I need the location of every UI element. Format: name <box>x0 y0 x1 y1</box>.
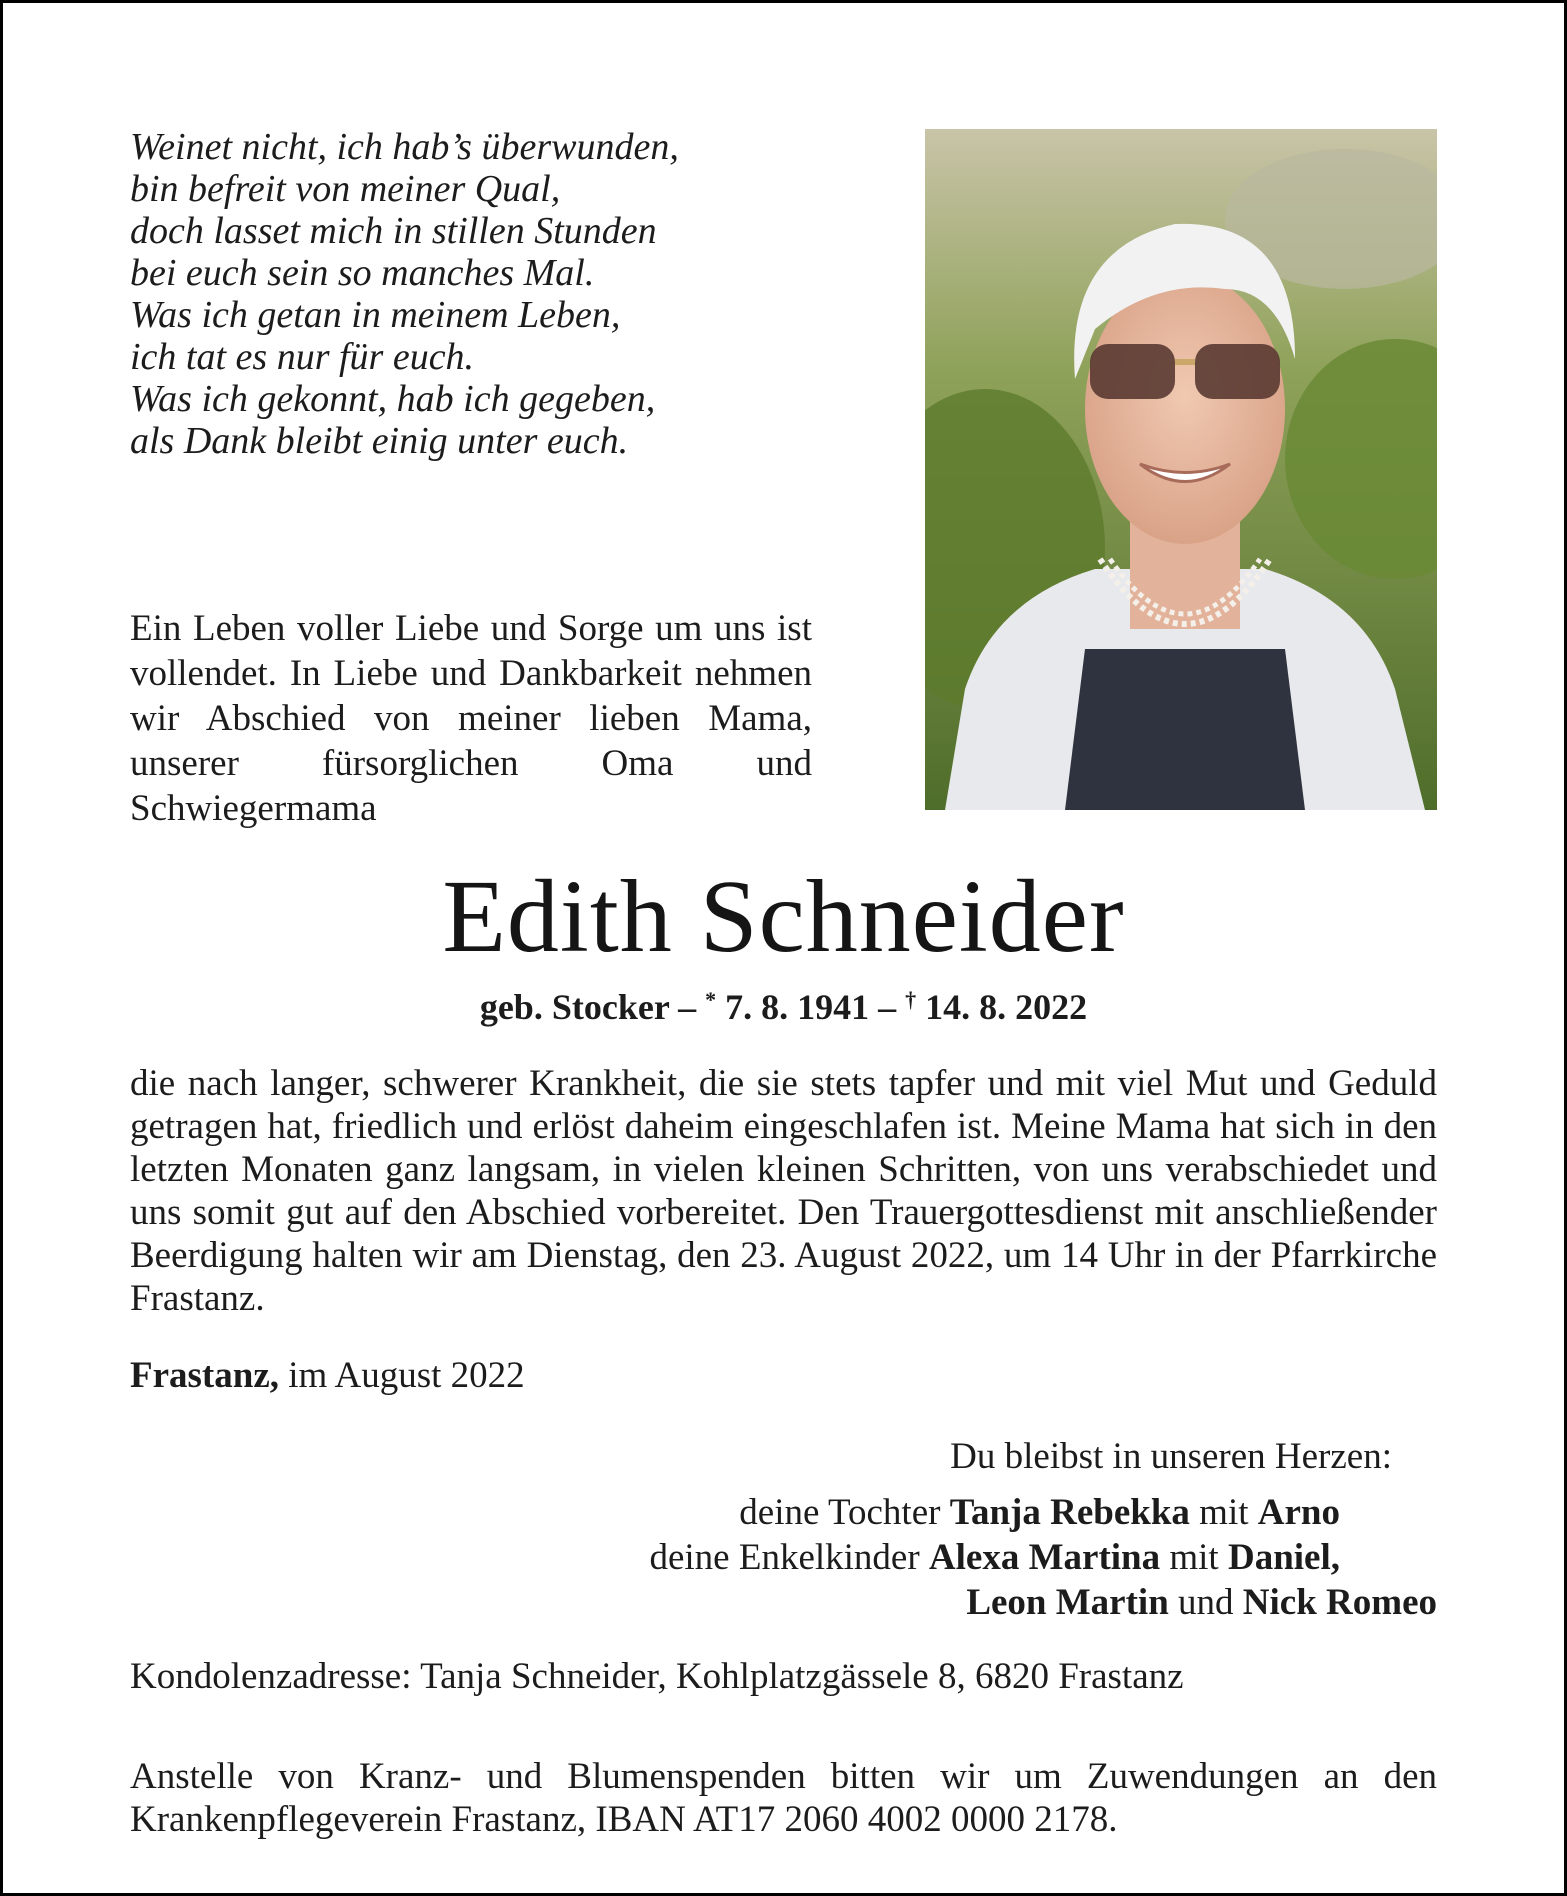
family-row-grandchildren <box>0 1535 1437 1580</box>
condolence-address: Kondolenzadresse: Tanja Schneider, Kohlplatzgässele 8, 6820 Frastanz <box>130 1656 1184 1697</box>
body-paragraph: die nach langer, schwerer Krankheit, die sie stets tapfer und mit viel Mut und Geduld getragen hat, friedlich und erlöst daheim eingeschlafen ist. Meine Mama hat sich in den letzten Monaten ganz langsam, in vielen kleinen Schritten, von uns verabschiedet und uns somit gut auf den Abschied vorbereitet. Den Trauergottesdienst mit anschließender Beerdigung halten wir am Dienstag, den 23. August 2022, um 14 Uhr in der Pfarrkirche Frastanz. <box>130 1063 1437 1319</box>
family-member: Daniel, <box>1227 1537 1340 1578</box>
birth-date: 7. 8. 1941 <box>716 987 870 1027</box>
poem-line: doch lasset mich in stillen Stunden <box>130 210 657 252</box>
family-row-grandchildren-2 <box>0 1580 1437 1625</box>
place-town: Frastanz, <box>130 1355 279 1396</box>
died-mark: † <box>905 987 917 1012</box>
family-list <box>0 1490 1437 1625</box>
donation-note: Anstelle von Kranz- und Blumenspenden bitten wir um Zuwendungen an den Krankenpflegeverein Frastanz, IBAN AT17 2060 4002 0000 2178. <box>130 1756 1437 1840</box>
family-member: Nick Romeo <box>1242 1582 1437 1623</box>
family-member: Alexa Martina <box>928 1537 1161 1578</box>
poem-line: Weinet nicht, ich hab’s überwunden, <box>130 126 679 168</box>
poem-line: bei euch sein so manches Mal. <box>130 252 595 294</box>
remembrance-line: Du bleibst in unseren Herzen: <box>950 1436 1392 1477</box>
family-label: deine Tochter <box>739 1492 950 1533</box>
life-dates <box>0 980 1567 1027</box>
birth-name: geb. Stocker <box>479 987 670 1027</box>
poem-line: Was ich getan in meinem Leben, <box>130 294 621 336</box>
family-connector: mit <box>1189 1492 1258 1533</box>
deceased-name: Edith Schneider <box>442 859 1125 974</box>
born-mark: * <box>705 987 717 1012</box>
family-row-daughter <box>0 1490 1437 1535</box>
death-date: 14. 8. 2022 <box>916 987 1088 1027</box>
family-connector: mit <box>1160 1537 1228 1578</box>
place-date <box>130 1354 525 1397</box>
poem-line: bin befreit von meiner Qual, <box>130 168 561 210</box>
family-member: Tanja Rebekka <box>949 1492 1190 1533</box>
poem-line: Was ich gekonnt, hab ich gegeben, <box>130 378 656 420</box>
family-member: Leon Martin <box>966 1582 1169 1623</box>
poem <box>130 126 770 462</box>
family-label: deine Enkelkinder <box>649 1537 929 1578</box>
poem-line: ich tat es nur für euch. <box>130 336 475 378</box>
place-month: im August 2022 <box>279 1355 525 1396</box>
family-member: Arno <box>1257 1492 1340 1533</box>
family-connector: und <box>1168 1582 1243 1623</box>
poem-line: als Dank bleibt einig unter euch. <box>130 420 629 462</box>
portrait-photo <box>925 129 1437 810</box>
separator: – <box>869 987 906 1027</box>
separator: – <box>669 987 706 1027</box>
intro-paragraph: Ein Leben voller Liebe und Sorge um uns ist vollendet. In Liebe und Dankbarkeit nehmen wir Abschied von meiner lieben Mama, unserer fürsorglichen Oma und Schwiegermama <box>130 608 812 829</box>
